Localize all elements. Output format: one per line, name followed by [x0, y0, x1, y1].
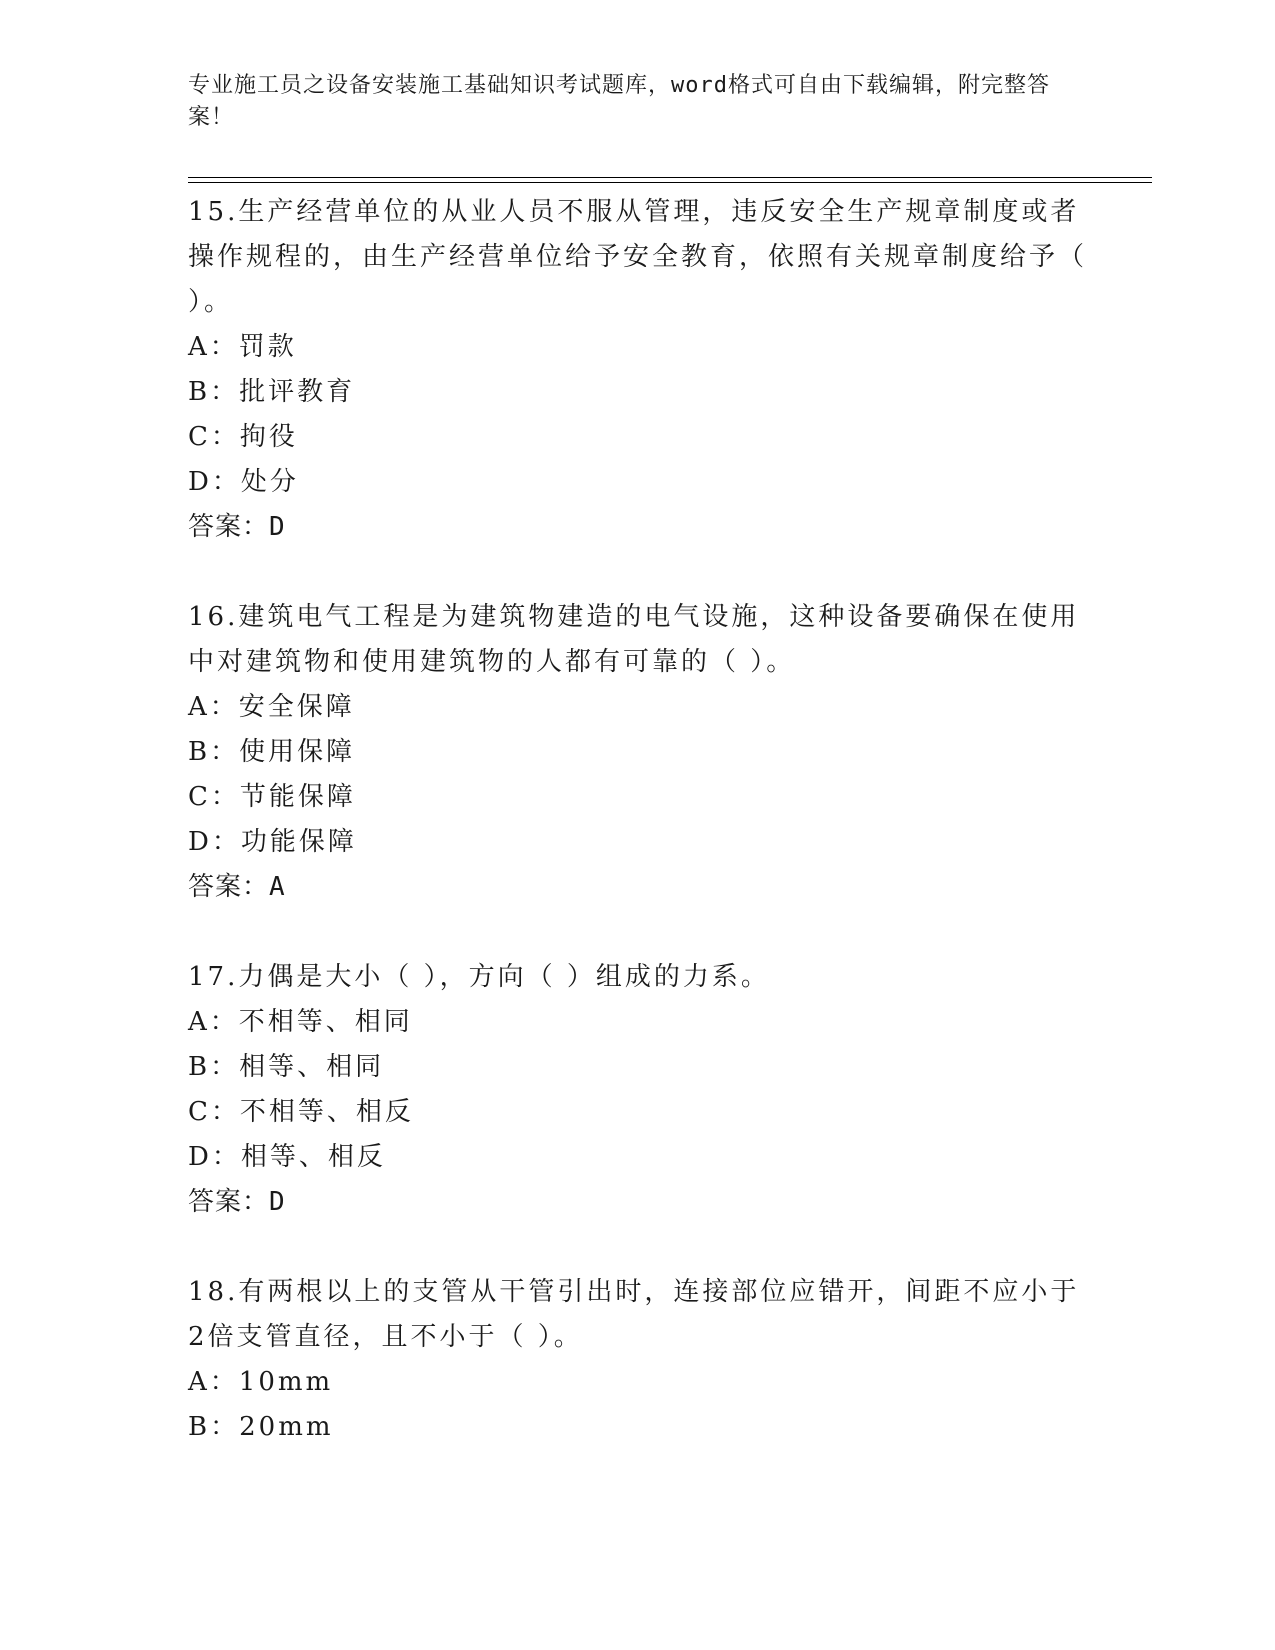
option-c: C：拘役: [188, 422, 298, 452]
question-stem: 16.建筑电气工程是为建筑物建造的电气设施，这种设备要确保在使用中对建筑物和使用建筑物的人都有可靠的（ ）。: [188, 602, 1080, 677]
header-divider-bottom: [188, 182, 1152, 183]
document-header: 专业施工员之设备安装施工基础知识考试题库，word格式可自由下载编辑，附完整答案！: [188, 73, 1050, 130]
option-a: A：安全保障: [188, 692, 355, 722]
option-a: A：不相等、相同: [188, 1007, 413, 1037]
question-18: [188, 1270, 1088, 1450]
option-c: C：节能保障: [188, 782, 356, 812]
option-d: D：相等、相反: [188, 1142, 386, 1172]
option-b: B：批评教育: [188, 377, 356, 407]
header-divider-top: [188, 177, 1152, 178]
question-15: [188, 190, 1088, 550]
question-17: [188, 955, 1088, 1225]
option-b: B：使用保障: [188, 737, 356, 767]
option-b: B：20mm: [188, 1412, 334, 1442]
question-stem: 17.力偶是大小（ ），方向（ ）组成的力系。: [188, 962, 770, 992]
question-16: [188, 595, 1088, 910]
option-d: D：处分: [188, 467, 299, 497]
question-stem: 15.生产经营单位的从业人员不服从管理，违反安全生产规章制度或者操作规程的，由生产经营单位给予安全教育，依照有关规章制度给予（ ）。: [188, 197, 1088, 317]
option-a: A：罚款: [188, 332, 297, 362]
option-a: A：10mm: [188, 1367, 334, 1397]
answer: 答案：D: [188, 512, 286, 542]
question-stem: 18.有两根以上的支管从干管引出时，连接部位应错开，间距不应小于2倍支管直径，且不小于（ ）。: [188, 1277, 1080, 1352]
answer: 答案：A: [188, 872, 286, 902]
option-b: B：相等、相同: [188, 1052, 385, 1082]
option-d: D：功能保障: [188, 827, 357, 857]
option-c: C：不相等、相反: [188, 1097, 414, 1127]
answer: 答案：D: [188, 1187, 286, 1217]
